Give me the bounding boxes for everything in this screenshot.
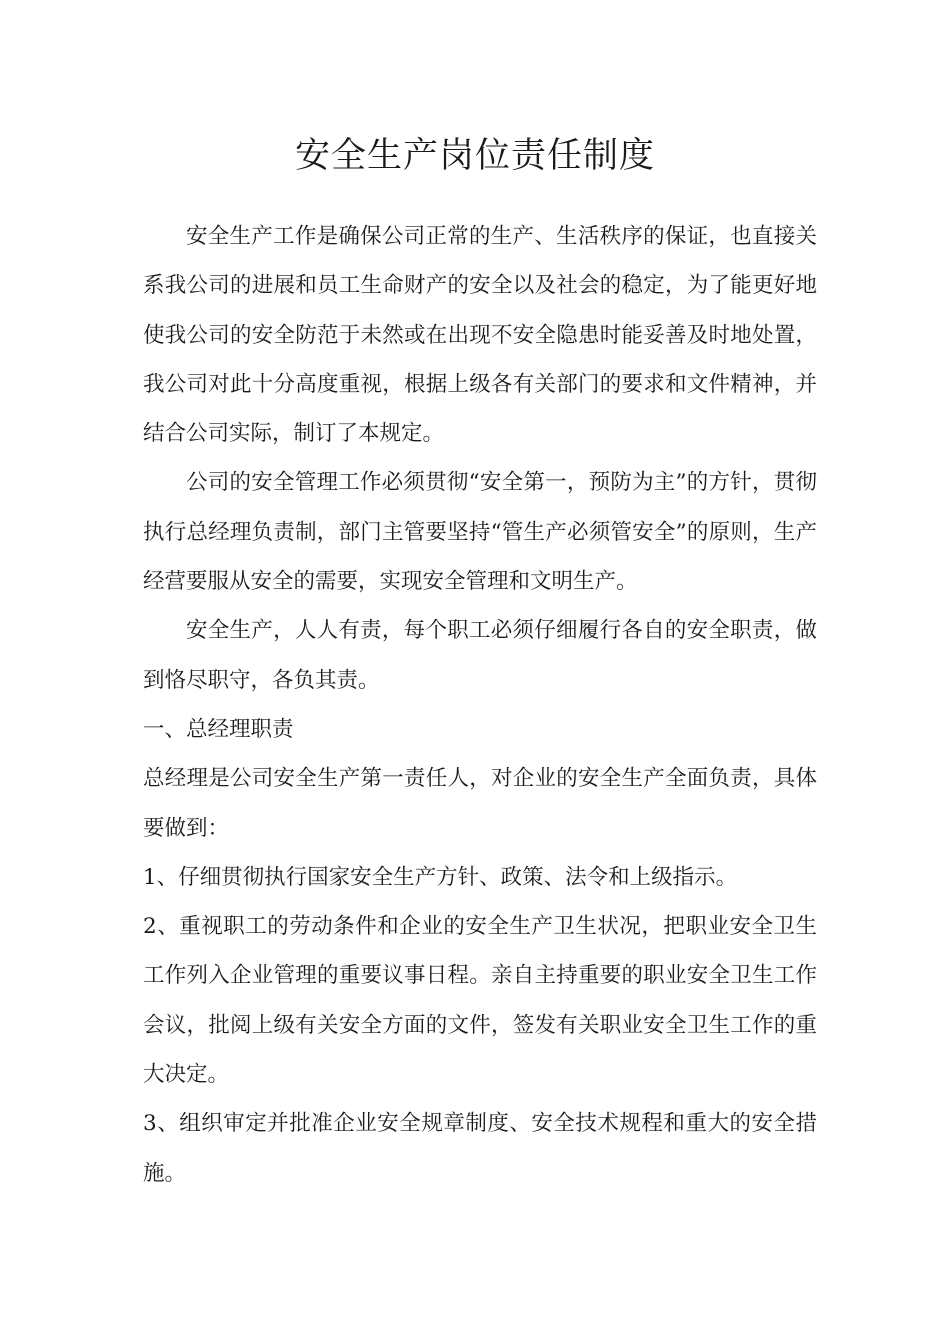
list-item-3: 3、组织审定并批准企业安全规章制度、安全技术规程和重大的安全措施。 xyxy=(143,1111,817,1186)
document-body xyxy=(143,212,817,1198)
paragraph-responsibility: 安全生产，人人有责，每个职工必须仔细履行各自的安全职责，做到恪尽职守，各负其责。 xyxy=(143,618,817,693)
section-heading-general-manager: 一、总经理职责 xyxy=(143,716,294,742)
list-item-1: 1、仔细贯彻执行国家安全生产方针、政策、法令和上级指示。 xyxy=(143,864,738,890)
paragraph-intro: 安全生产工作是确保公司正常的生产、生活秩序的保证，也直接关系我公司的进展和员工生命财产的安全以及社会的稳定，为了能更好地使我公司的安全防范于未然或在出现不安全隐患时能妥善及时地处置，我公司对此十分高度重视，根据上级各有关部门的要求和文件精神，并结合公司实际，制订了本规定。 xyxy=(143,224,817,447)
paragraph-policy: 公司的安全管理工作必须贯彻“安全第一，预防为主”的方针，贯彻执行总经理负责制，部门主管要坚持“管生产必须管安全”的原则，生产经营要服从安全的需要，实现安全管理和文明生产。 xyxy=(143,470,817,595)
document-title: 安全生产岗位责任制度 xyxy=(294,136,655,176)
paragraph-general-manager-intro: 总经理是公司安全生产第一责任人，对企业的安全生产全面负责，具体要做到： xyxy=(143,766,817,841)
list-item-2: 2、重视职工的劳动条件和企业的安全生产卫生状况，把职业安全卫生工作列入企业管理的重要议事日程。亲自主持重要的职业安全卫生工作会议，批阅上级有关安全方面的文件，签发有关职业安全卫生工作的重大决定。 xyxy=(143,914,817,1088)
